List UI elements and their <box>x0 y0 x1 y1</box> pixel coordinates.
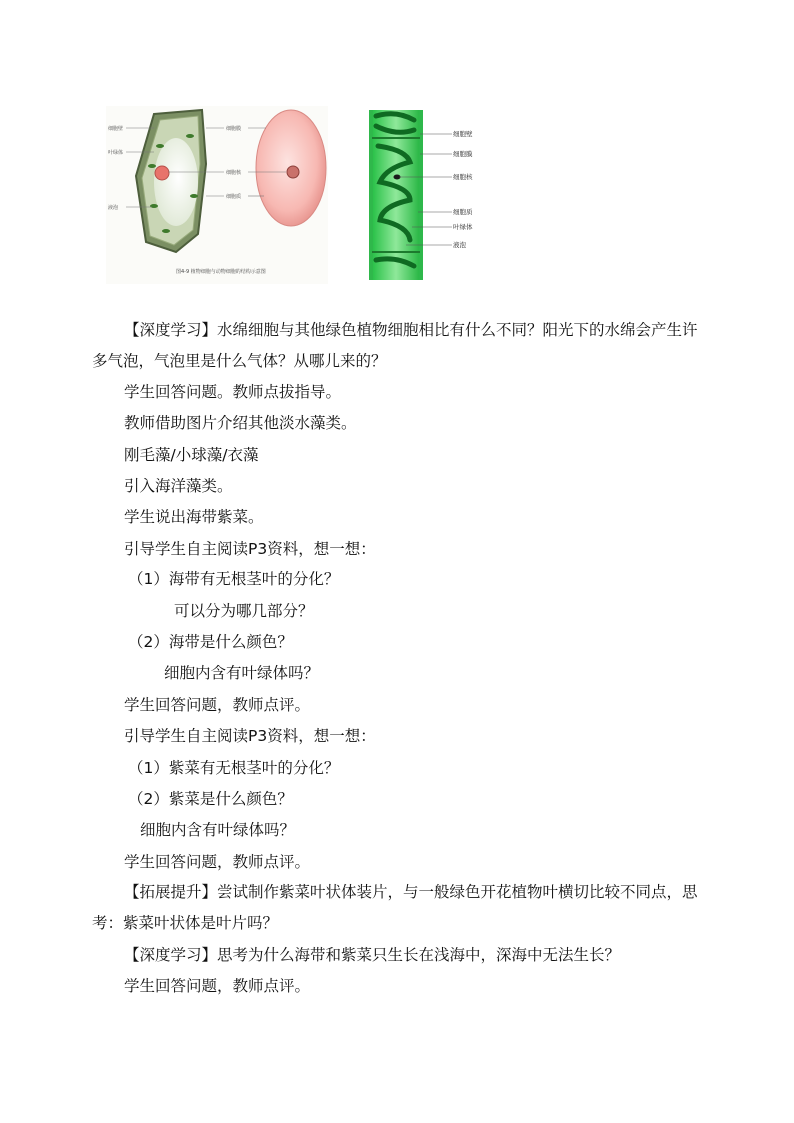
question-item: （2）海带是什么颜色？ <box>128 633 293 651</box>
paragraph-continuation: 考：紫菜叶状体是叶片吗？ <box>92 914 279 932</box>
paragraph: 教师借助图片介绍其他淡水藻类。 <box>124 414 357 432</box>
paragraph: 学生回答问题，教师点评。 <box>124 853 311 871</box>
section-tag: 【深度学习】 <box>124 321 218 339</box>
section-tag: 【拓展提升】 <box>124 883 218 901</box>
fig-label: 细胞质 <box>226 194 242 200</box>
paragraph-continuation: 多气泡，气泡里是什么气体？从哪儿来的？ <box>92 352 387 370</box>
paragraph: 引导学生自主阅读P3资料，想一想： <box>124 727 376 745</box>
deep-learning-question-1: 【深度学习】水绵细胞与其他绿色植物细胞相比有什么不同？阳光下的水绵会产生许 <box>124 321 698 339</box>
paragraph: 学生说出海带紫菜。 <box>124 508 264 526</box>
fig-label: 细胞壁 <box>453 130 473 138</box>
question-item: （2）紫菜是什么颜色？ <box>128 790 293 808</box>
question-item: （1）海带有无根茎叶的分化？ <box>128 570 340 588</box>
plant-nucleus <box>155 166 169 180</box>
fig-label: 叶绿体 <box>108 150 124 156</box>
spirogyra-figure <box>366 110 478 280</box>
fig-label: 细胞膜 <box>453 150 473 158</box>
fig-label: 细胞膜 <box>226 126 242 132</box>
question-item: 可以分为哪几部分？ <box>174 602 314 620</box>
paragraph: 引入海洋藻类。 <box>124 477 233 495</box>
fig-label: 细胞质 <box>453 208 473 216</box>
section-tag: 【深度学习】 <box>124 946 218 964</box>
question-item: （1）紫菜有无根茎叶的分化？ <box>128 759 340 777</box>
deep-learning-question-2: 【深度学习】思考为什么海带和紫菜只生长在浅海中，深海中无法生长？ <box>124 946 621 964</box>
fig-label: 细胞核 <box>226 170 242 176</box>
paragraph: 学生回答问题。教师点拔指导。 <box>124 383 342 401</box>
figure-caption: 图4-9 植物细胞与动物细胞的结构示意图 <box>176 269 266 275</box>
vacuole <box>154 138 198 226</box>
fig-label: 细胞核 <box>453 173 473 181</box>
question-item: 细胞内含有叶绿体吗？ <box>164 664 320 682</box>
paragraph: 引导学生自主阅读P3资料，想一想： <box>124 540 376 558</box>
extension-question: 【拓展提升】尝试制作紫菜叶状体装片，与一般绿色开花植物叶横切比较不同点，思 <box>124 883 698 901</box>
question-item: 细胞内含有叶绿体吗？ <box>140 821 296 839</box>
fig-label: 液泡 <box>108 205 119 211</box>
fig-label: 叶绿体 <box>453 223 473 231</box>
animal-nucleus <box>287 166 299 178</box>
fig-label: 细胞壁 <box>108 126 124 132</box>
paragraph: 刚毛藻/小球藻/衣藻 <box>124 446 259 464</box>
paragraph: 学生回答问题，教师点评。 <box>124 696 311 714</box>
fig-label: 液泡 <box>453 241 466 249</box>
plant-animal-cell-figure <box>106 106 328 284</box>
paragraph: 学生回答问题，教师点评。 <box>124 977 311 995</box>
